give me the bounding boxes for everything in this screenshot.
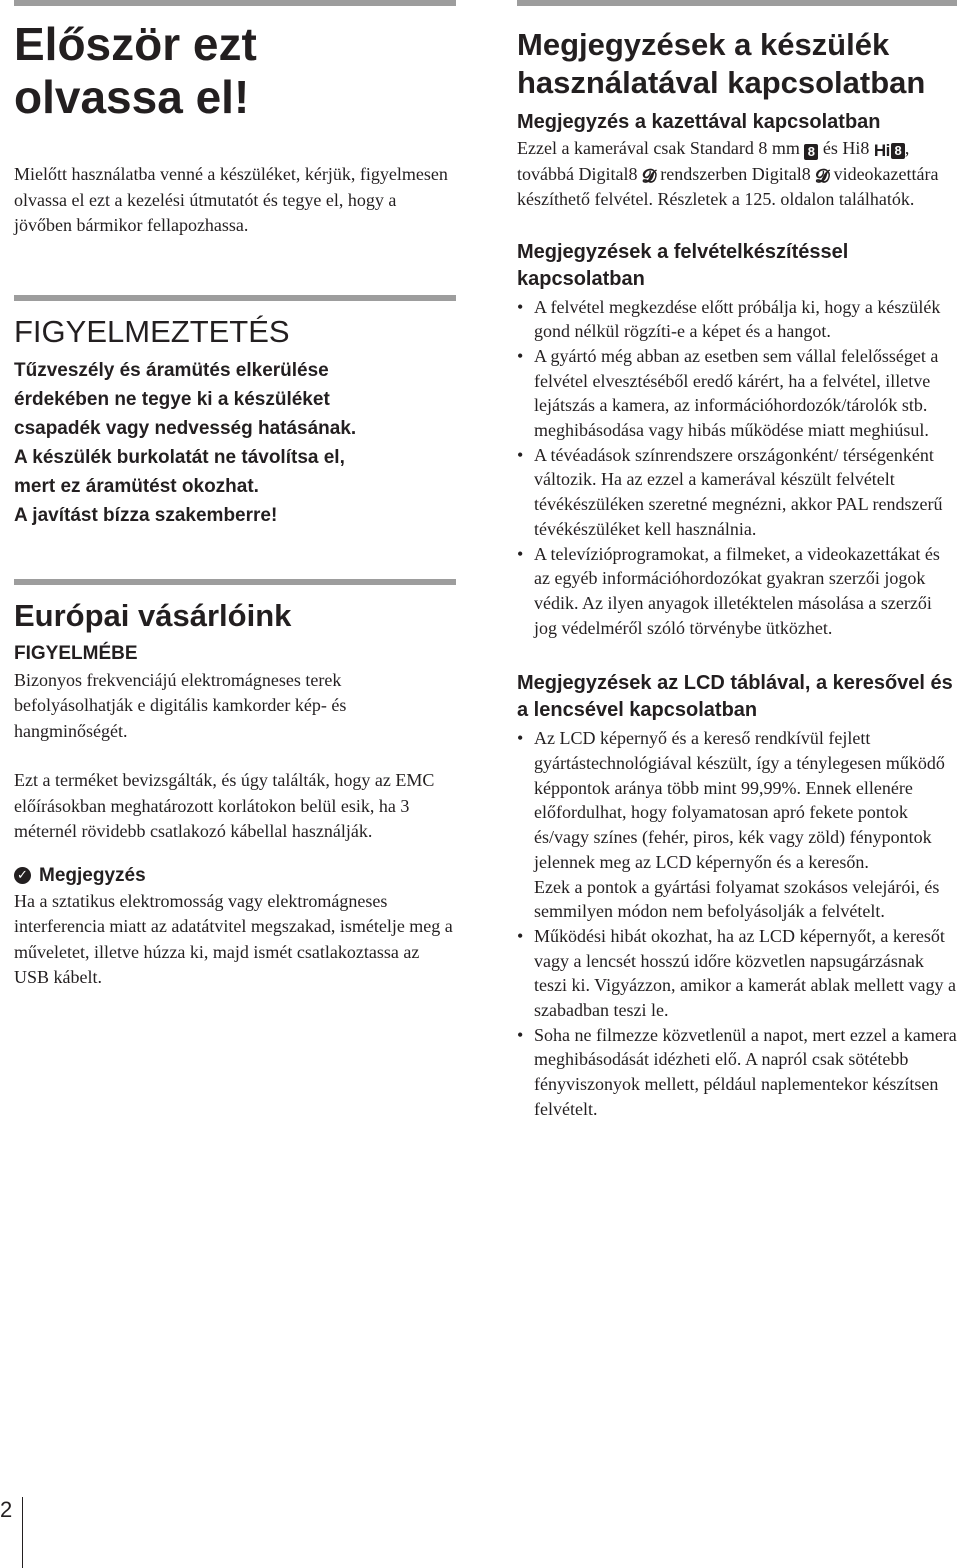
- list-item: • A tévéadások színrendszere országonként/ térségenként változik. Ha az ezzel a kamerával készült felvételt tévékészüléken szeretné megnézni, akkor PAL rendszerű tévékészüléket kell használnia.: [517, 443, 957, 542]
- note-title: Megjegyzés: [39, 864, 146, 886]
- cassette-text: Ezzel a kamerával csak Standard 8 mm 8 és Hi8 Hi 8 , továbbá Digital8 𝓓 rendszerben Digital8 𝓓 videokazettára készíthető felvétel. Részletek a 125. oldalon találhatók.: [517, 138, 939, 209]
- warning-text: Tűzveszély és áramütés elkerülése érdekében ne tegye ki a készüléket csapadék vagy nedvesség hatásának. A készülék burkolatát ne távolítsa el, mert ez áramütést okozhat. A javítást bízza szakemberre!: [14, 359, 357, 526]
- hi8-logo-icon: Hi 8: [874, 143, 905, 159]
- section-divider: [14, 0, 456, 6]
- recording-heading: Megjegyzések a felvételkészítéssel kapcsolatban: [517, 240, 849, 290]
- european-paragraph-2: Ezt a terméket bevizsgálták, és úgy találták, hogy az EMC előírásokban meghatározott korlátokon belül esik, ha 3 méternél rövidebb csatlakozó kábellal használják.: [14, 770, 435, 841]
- page-number: 2: [0, 1497, 13, 1522]
- list-item: • Az LCD képernyő és a kereső rendkívül fejlett gyártástechnológiával készült, így a ténylegesen működő képpontok aránya több mint 99,99%. Ennek ellenére előfordulhat, hogy folyamatosan apró fekete pontok és/vagy színes (fehér, piros, kék vagy zöld) fénypontok jelennek meg az LCD képernyőn és a keresőn. Ezek a pontok a gyártási folyamat szokásos velejárói, és semmilyen módon nem befolyásolják a felvételt.: [517, 726, 957, 924]
- left-column: [14, 0, 456, 991]
- standard8-logo-icon: 8: [804, 144, 818, 160]
- intro-paragraph: Mielőtt használatba venné a készüléket, kérjük, figyelmesen olvassa el ezt a kezelési útmutatót és tegye el, hogy a jövőben bármikor fellapozhassa.: [14, 164, 448, 235]
- note-heading: [14, 863, 456, 889]
- warning-title: FIGYELMEZTETÉS: [14, 313, 290, 349]
- list-item: • A gyártó még abban az esetben sem vállal felelősséget a felvétel elvesztéséből eredő kárért, ha a felvétel, illetve lejátszás a kamera, az információhordozók/tárolók stb. meghibásodása vagy hibás működése miatt meghiúsul.: [517, 344, 957, 443]
- note-check-icon: ✓: [14, 867, 31, 884]
- lcd-list: [517, 726, 957, 1121]
- page-title: [14, 18, 456, 124]
- recording-list: [517, 295, 957, 641]
- list-item: • A televízióprogramokat, a filmeket, a videokazettákat és az egyéb információhordozókat gyakran szerzői jogok védik. Az ilyen anyagok illetéktelen másolása a szerzői jog védelméről szóló törvénybe ütközhet.: [517, 542, 957, 641]
- list-item: • Működési hibát okozhat, ha az LCD képernyőt, a keresőt vagy a lencsét hosszú időre közvetlen napsugárzásnak teszi ki. Vigyázzon, amikor a kamerát ablak mellett vagy a szabadban teszi le.: [517, 924, 957, 1023]
- list-item: • A felvétel megkezdése előtt próbálja ki, hogy a készülék gond nélkül rögzíti-e a képet és a hangot.: [517, 295, 957, 344]
- section-divider: [14, 579, 456, 585]
- note-text: Ha a sztatikus elektromosság vagy elektromágneses interferencia miatt az adatátvitel megszakad, ismételje meg a műveletet, illetve húzza ki, majd ismét csatlakoztassa az USB kábelt.: [14, 890, 453, 987]
- digital8-logo-icon: 𝓓: [641, 165, 656, 187]
- section-divider: [517, 0, 957, 6]
- list-item: • Soha ne filmezze közvetlenül a napot, mert ezzel a kamera meghibásodását idézheti elő. A napról csak sötétebb fényviszonyok mellett, például naplementekor készítsen felvételt.: [517, 1023, 957, 1122]
- right-column: [517, 0, 957, 1122]
- european-subtitle: FIGYELMÉBE: [14, 642, 138, 664]
- page-title-line1: Először ezt: [14, 18, 257, 70]
- digital8-logo-icon: 𝓓: [815, 165, 830, 187]
- lcd-heading: Megjegyzések az LCD táblával, a keresővel és a lencsével kapcsolatban: [517, 672, 953, 722]
- page-title-line2: olvassa el!: [14, 71, 250, 123]
- section-divider: [14, 295, 456, 301]
- european-paragraph-1: Bizonyos frekvenciájú elektromágneses terek befolyásolhatják e digitális kamkorder kép- és hangminőségét.: [14, 669, 347, 741]
- european-title: Európai vásárlóink: [14, 597, 292, 633]
- cassette-heading: Megjegyzés a kazettával kapcsolatban: [517, 111, 881, 133]
- notes-title: Megjegyzések a készülék használatával kapcsolatban: [517, 27, 926, 100]
- page-number-rule: [22, 1497, 23, 1568]
